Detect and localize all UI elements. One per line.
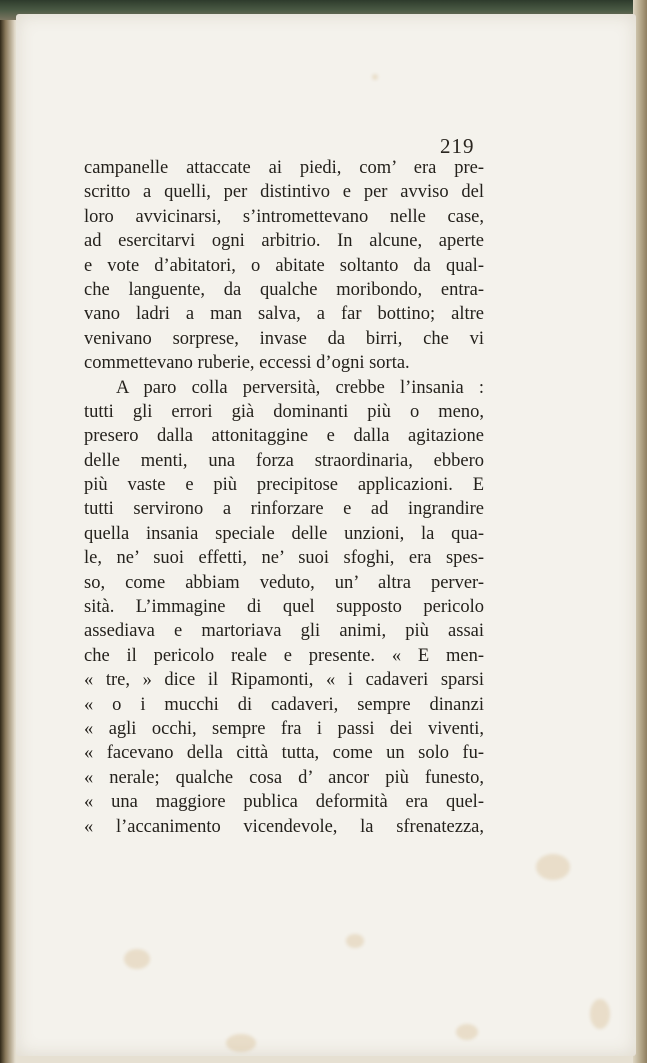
text-line: e vote d’abitatori, o abitate soltanto da qual- bbox=[84, 255, 484, 276]
foxing-stain bbox=[456, 1024, 478, 1040]
foxing-stain bbox=[124, 949, 150, 969]
text-line: loro avvicinarsi, s’intromettevano nelle case, bbox=[84, 206, 484, 227]
text-line-paragraph-start: A paro colla perversità, crebbe l’insania : bbox=[116, 377, 484, 398]
text-line: « nerale; qualche cosa d’ ancor più funesto, bbox=[84, 767, 484, 788]
foxing-stain bbox=[226, 1034, 256, 1052]
text-line: « tre, » dice il Ripamonti, « i cadaveri sparsi bbox=[84, 670, 484, 691]
text-line: che languente, da qualche moribondo, entra- bbox=[84, 279, 484, 300]
text-line: so, come abbiam veduto, un’ altra perver- bbox=[84, 572, 484, 593]
text-line: vano ladri a man salva, a far bottino; altre bbox=[84, 304, 484, 325]
page-number: 219 bbox=[440, 134, 475, 158]
text-line: presero dalla attonitaggine e dalla agitazione bbox=[84, 426, 484, 447]
text-line: venivano sorprese, invase da birri, che vi bbox=[84, 328, 484, 349]
text-line: commettevano ruberie, eccessi d’ogni sorta. bbox=[84, 353, 410, 374]
text-line: ad esercitarvi ogni arbitrio. In alcune, aperte bbox=[84, 231, 484, 252]
text-line: che il pericolo reale e presente. « E men- bbox=[84, 645, 484, 666]
text-line: « o i mucchi di cadaveri, sempre dinanzi bbox=[84, 694, 484, 715]
text-line: scritto a quelli, per distintivo e per avviso del bbox=[84, 182, 484, 203]
text-line: « agli occhi, sempre fra i passi dei viventi, bbox=[84, 718, 484, 739]
text-line: assediava e martoriava gli animi, più assai bbox=[84, 621, 484, 642]
text-line: tutti servirono a rinforzare e ad ingrandire bbox=[84, 499, 484, 520]
text-line: tutti gli errori già dominanti più o meno, bbox=[84, 401, 484, 422]
text-line: quella insania speciale delle unzioni, la qua- bbox=[84, 523, 484, 544]
text-line: delle menti, una forza straordinaria, ebbero bbox=[84, 450, 484, 471]
text-line: le, ne’ suoi effetti, ne’ suoi sfoghi, era spes- bbox=[84, 548, 484, 569]
body-text bbox=[84, 156, 484, 839]
text-line: « facevano della città tutta, come un solo fu- bbox=[84, 743, 484, 764]
text-line: sità. L’immagine di quel supposto pericolo bbox=[84, 597, 484, 618]
foxing-stain bbox=[372, 74, 378, 80]
text-line: campanelle attaccate ai piedi, com’ era pre- bbox=[84, 158, 484, 178]
text-line: « l’accanimento vicendevole, la sfrenatezza, bbox=[84, 816, 484, 837]
foxing-stain bbox=[536, 854, 570, 880]
binding-left-edge bbox=[0, 20, 14, 1063]
text-line: « una maggiore publica deformità era quel- bbox=[84, 792, 484, 813]
foxing-stain bbox=[346, 934, 364, 948]
text-line: più vaste e più precipitose applicazioni. E bbox=[84, 475, 484, 496]
foxing-stain bbox=[590, 999, 610, 1029]
